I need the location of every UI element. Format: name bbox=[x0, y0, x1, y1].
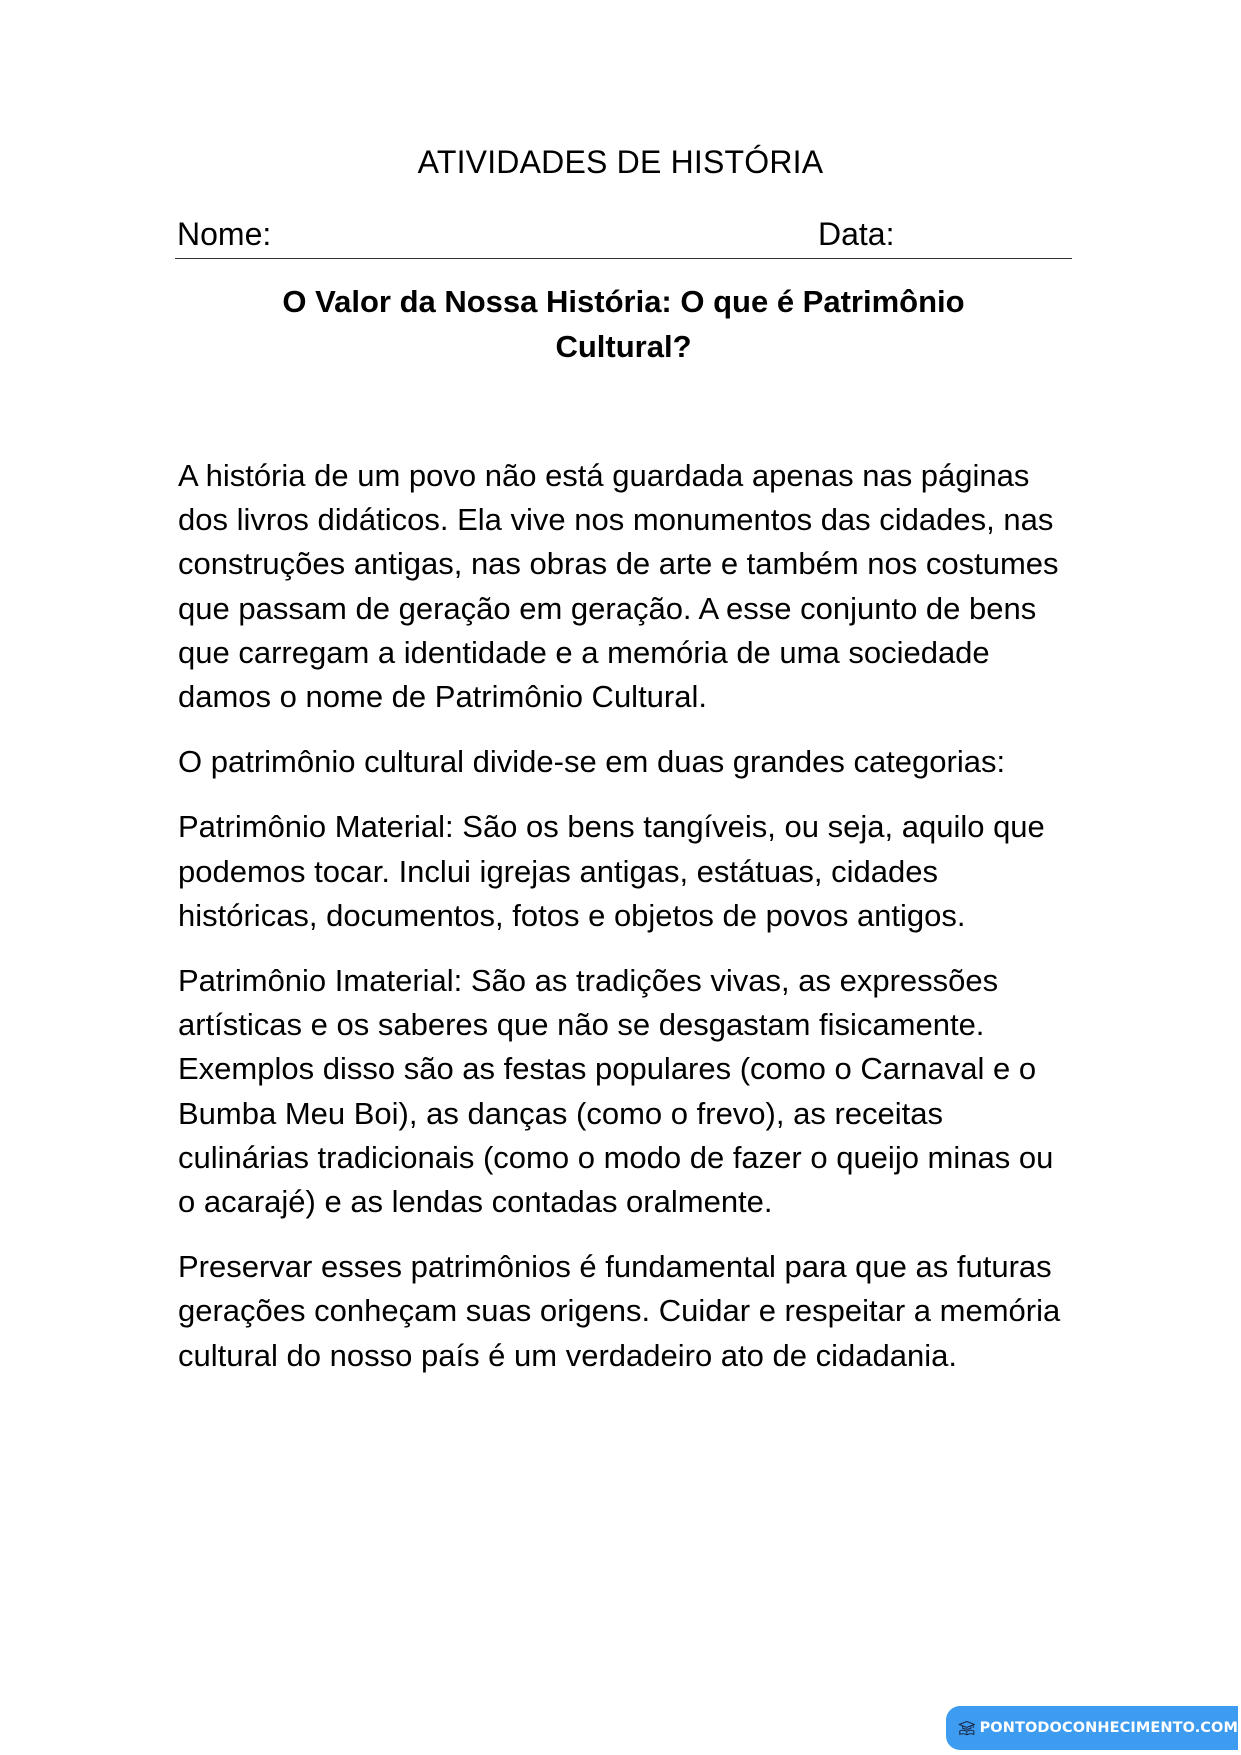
site-badge[interactable] bbox=[946, 1706, 1238, 1750]
date-label: Data: bbox=[818, 216, 895, 252]
paragraph-imaterial: Patrimônio Imaterial: São as tradições vivas, as expressões artísticas e os saberes que não se desgastam fisicamente. Exemplos disso são as festas populares (como o Carnaval e o Bumba Meu Boi), as danças (como o frevo), as receitas culinárias tradicionais (como o modo de fazer o queijo minas ou o acarajé) e as lendas contadas oralmente. bbox=[178, 963, 1054, 1220]
document-title bbox=[175, 279, 1072, 369]
document-body bbox=[178, 454, 1078, 1399]
name-label: Nome: bbox=[177, 216, 272, 252]
name-date-row bbox=[175, 212, 1072, 259]
paragraph-material: Patrimônio Material: São os bens tangíveis, ou seja, aquilo que podemos tocar. Inclui igrejas antigas, estátuas, cidades históricas, documentos, fotos e objetos de povos antigos. bbox=[178, 809, 1045, 933]
paragraph-categories: O patrimônio cultural divide-se em duas grandes categorias: bbox=[178, 744, 1006, 780]
paragraph-intro: A história de um povo não está guardada apenas nas páginas dos livros didáticos. Ela vive nos monumentos das cidades, nas construções antigas, nas obras de arte e também nos costumes que passam de geração em geração. A esse conjunto de bens que carregam a identidade e a memória de uma sociedade damos o nome de Patrimônio Cultural. bbox=[178, 458, 1059, 715]
site-badge-label: PONTODOCONHECIMENTO.COM bbox=[979, 1720, 1238, 1736]
paragraph-conclusion: Preservar esses patrimônios é fundamental para que as futuras gerações conheçam suas origens. Cuidar e respeitar a memória cultural do nosso país é um verdadeiro ato de cidadania. bbox=[178, 1249, 1061, 1373]
graduation-book-icon bbox=[958, 1713, 976, 1743]
document-title-line-1: O Valor da Nossa História: O que é Patrimônio bbox=[282, 284, 965, 319]
document-title-line-2: Cultural? bbox=[555, 329, 692, 364]
worksheet-header-title: ATIVIDADES DE HISTÓRIA bbox=[417, 144, 824, 180]
